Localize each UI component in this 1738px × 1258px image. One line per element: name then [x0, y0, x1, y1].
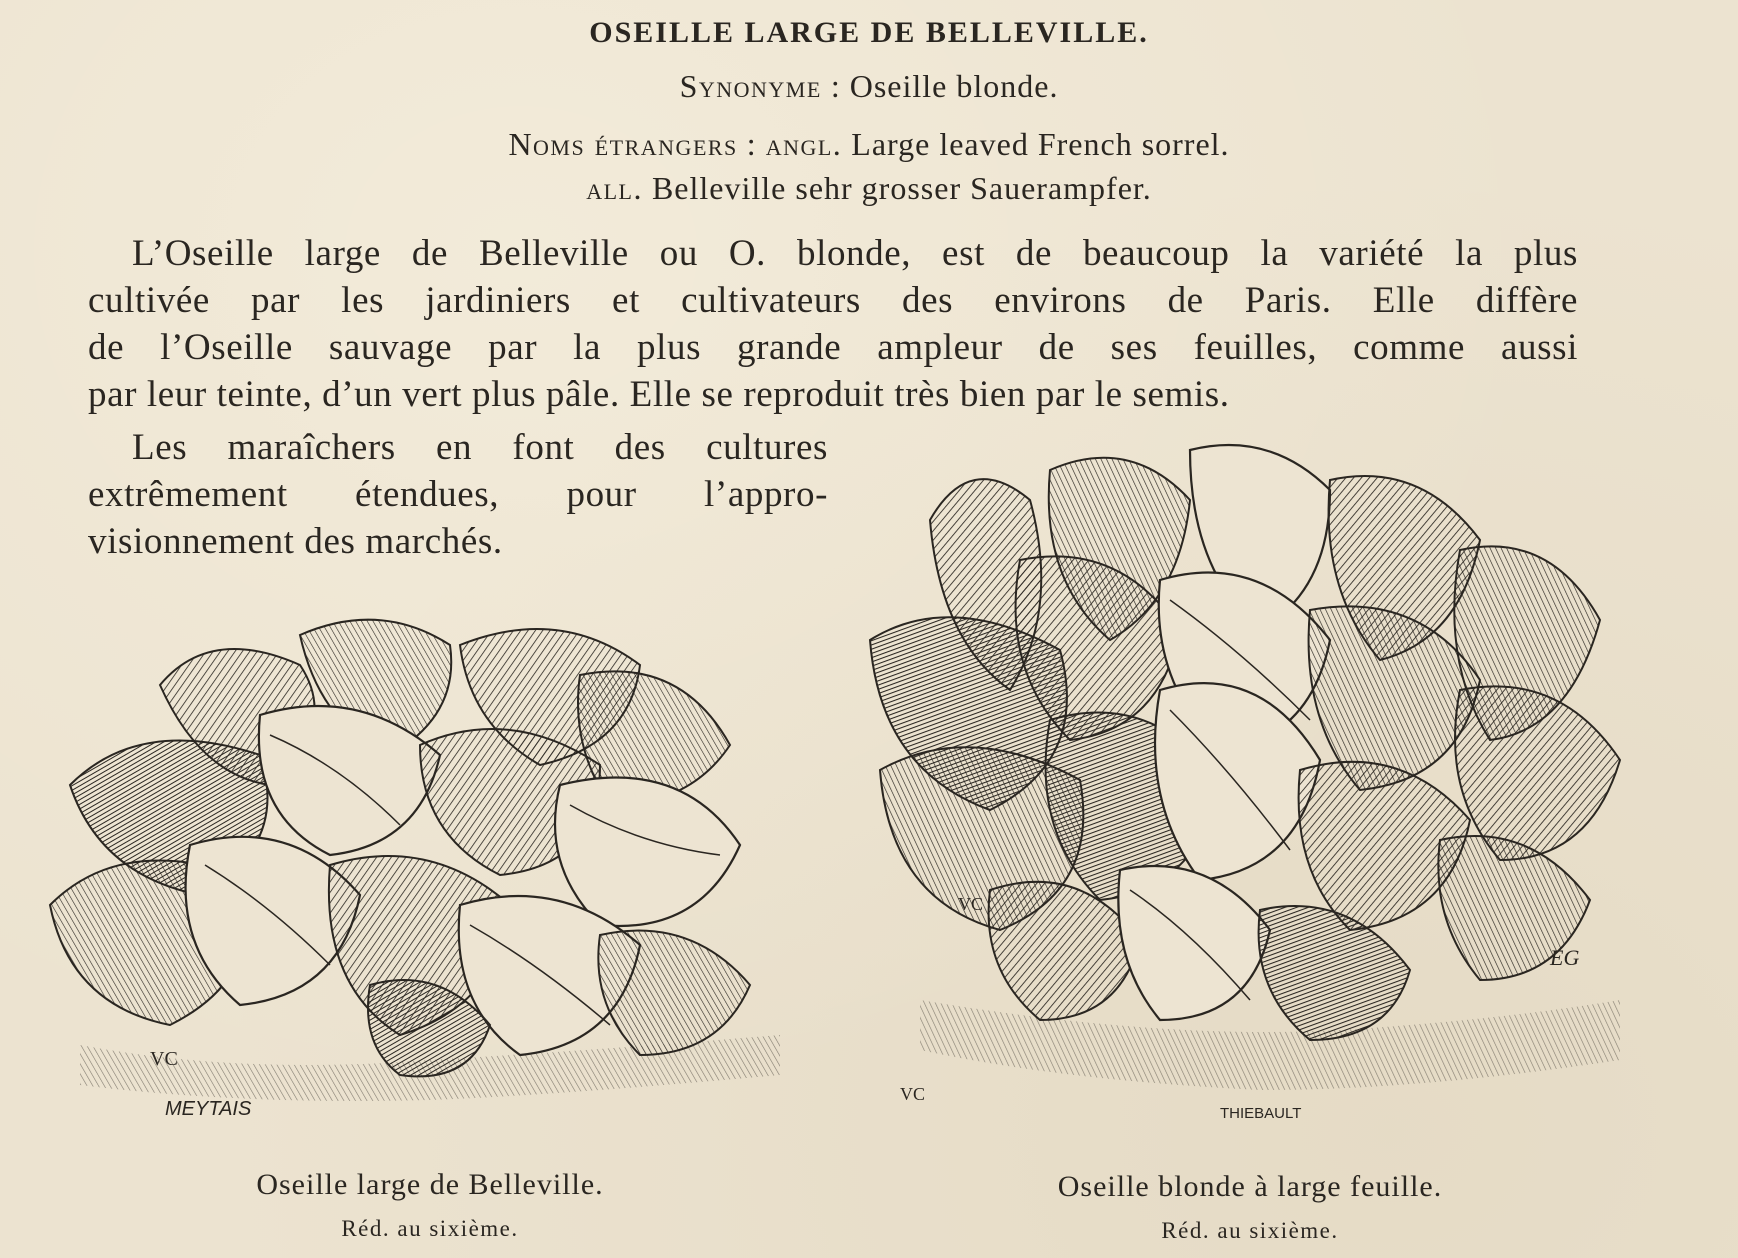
- monogram-mark-3: VC: [900, 1084, 926, 1104]
- foreign-names-line-english: [0, 126, 1738, 163]
- paragraph-line: L’Oseille large de Belleville ou O. blonde, est de beaucoup la variété la plus: [132, 233, 1578, 274]
- monogram-mark-2: EG: [1550, 945, 1580, 970]
- engraving-belleville-sorrel: [40, 605, 820, 1160]
- description-paragraph-2: [88, 424, 828, 565]
- paragraph-line: extrêmement étendues, pour l’appro-: [88, 474, 828, 515]
- paragraph-line: visionnement des marchés.: [88, 521, 503, 562]
- german-name: Belleville sehr grosser Sauerampfer.: [642, 170, 1152, 206]
- engraver-signature: THIEBAULT: [1220, 1105, 1302, 1122]
- english-name: Large leaved French sorrel.: [842, 126, 1230, 162]
- figure-subcaption-left: Réd. au sixième.: [341, 1216, 519, 1241]
- figure-caption-left: Oseille large de Belleville.: [256, 1168, 604, 1201]
- figure-subcaption-right: Réd. au sixième.: [1161, 1218, 1339, 1243]
- synonym-label: Synonyme: [679, 68, 822, 104]
- synonym-value: Oseille blonde.: [849, 68, 1059, 104]
- foreign-names-separator: :: [737, 126, 766, 162]
- synonym-separator: :: [821, 68, 850, 104]
- paragraph-line: Les maraîchers en font des cultures: [132, 427, 828, 468]
- german-abbrev: all.: [586, 170, 643, 206]
- sorrel-plant-illustration-right: [860, 440, 1640, 1160]
- paragraph-line: de l’Oseille sauvage par la plus grande ampleur de ses feuilles, comme aussi: [88, 327, 1578, 368]
- english-abbrev: angl.: [765, 126, 843, 162]
- description-paragraph-1: [88, 230, 1578, 418]
- foreign-names-label: Noms étrangers: [508, 126, 738, 162]
- sorrel-plant-illustration-left: [40, 605, 820, 1160]
- monogram-mark: VC: [150, 1048, 178, 1070]
- engraving-blonde-sorrel: [860, 440, 1640, 1160]
- foreign-names-line-german: [0, 170, 1738, 207]
- figure-caption-right: Oseille blonde à large feuille.: [1057, 1170, 1443, 1203]
- engraver-signature: MEYTAIS: [165, 1098, 252, 1120]
- entry-title: OSEILLE LARGE DE BELLEVILLE.: [589, 16, 1149, 49]
- paragraph-line: cultivée par les jardiniers et cultivateurs des environs de Paris. Elle diffère: [88, 280, 1578, 321]
- synonym-line: [0, 68, 1738, 105]
- monogram-mark: VC: [958, 894, 984, 914]
- paragraph-line: par leur teinte, d’un vert plus pâle. Elle se reproduit très bien par le semis.: [88, 374, 1230, 415]
